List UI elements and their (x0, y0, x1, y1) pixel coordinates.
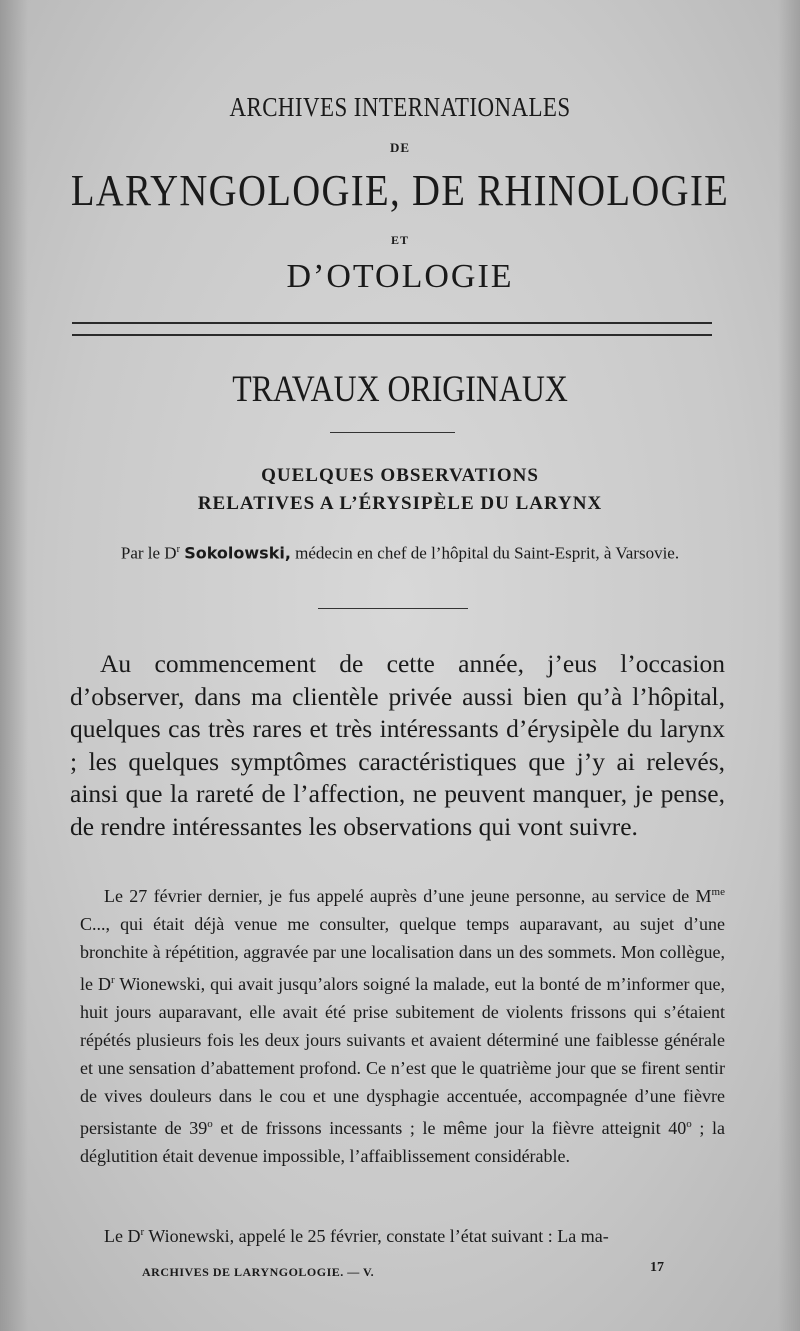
p1-sup-2: r (111, 974, 115, 986)
p1-text-d: et de frissons incessants ; le même jour la fièvre atteignit 40 (212, 1118, 687, 1138)
journal-title-line3: D’OTOLOGIE (286, 258, 514, 295)
p1-sup-3: o (207, 1118, 213, 1130)
page-number: 17 (650, 1260, 664, 1275)
byline-divider (318, 608, 468, 609)
byline-sup: r (176, 544, 180, 555)
article-title-line2: RELATIVES A L’ÉRYSIPÈLE DU LARYNX (197, 493, 603, 514)
journal-title-de: DE (389, 140, 411, 155)
page-shadow-left (0, 0, 28, 1331)
author-name: Sokolowski, (184, 543, 291, 563)
p2-sup: r (140, 1226, 145, 1238)
journal-title-line2: LARYNGOLOGIE, DE RHINOLOGIE (70, 166, 730, 215)
section-divider (330, 432, 455, 433)
body-paragraph-2 (80, 1218, 725, 1250)
p1-sup-4: o (686, 1118, 692, 1130)
article-title-line1: QUELQUES OBSERVATIONS (261, 465, 539, 486)
p1-text-a: Le 27 février dernier, je fus appelé auprès d’une jeune personne, au service de M (104, 886, 712, 906)
header-double-rule (72, 322, 712, 336)
p1-text-b: C..., qui était déjà venue me consulter, quelque temps auparavant, au sujet d’une bronchite à répétition, aggravée par une localisation dans un des sommets. Mon collègue, le D (80, 914, 725, 994)
p1-text-c: Wionewski, qui avait jusqu’alors soigné la malade, eut la bonté de m’informer que, huit jours auparavant, elle avait été prise subitement de violents frissons qui s’étaient répétés plusieurs fois les deux jours suivants et avaient déterminé une faiblesse générale et une sensation d’abattement profond. Ce n’est que le quatrième jour que se firent sentir de vives douleurs dans le cou et une dysphagie accentuée, accompagnée d’une fièvre persistante de 39 (80, 974, 725, 1138)
intro-paragraph: Au commencement de cette année, j’eus l’occasion d’observer, dans ma clientèle privée aussi bien qu’à l’hôpital, quelques cas très rares et très intéressants d’érysipèle du larynx ; les quelques symptômes caractéristiques que j’y ai relevés, ainsi que la rareté de l’affection, ne peuvent manquer, je pense, de rendre intéressantes les observations qui vont suivre. (70, 649, 725, 841)
p2-text-a: Le D (104, 1226, 141, 1246)
section-heading: TRAVAUX ORIGINAUX (232, 369, 568, 410)
running-footer: ARCHIVES DE LARYNGOLOGIE. — V. (142, 1265, 375, 1279)
article-byline (70, 537, 730, 566)
byline-affiliation: médecin en chef de l’hôpital du Saint-Esprit, à Varsovie. (295, 543, 680, 563)
p1-text-e: ; la déglutition était devenue impossible, l’affaiblissement considérable. (80, 1118, 725, 1166)
journal-title-line1: ARCHIVES INTERNATIONALES (229, 92, 571, 122)
p1-sup-1: me (711, 886, 725, 898)
page-shadow-right (778, 0, 800, 1331)
p2-text-b: Wionewski, appelé le 25 février, constate l’état suivant : La ma- (144, 1226, 609, 1246)
body-paragraph-1 (80, 878, 725, 1170)
journal-title-et: ET (390, 233, 409, 247)
byline-prefix: Par le D (120, 543, 177, 563)
